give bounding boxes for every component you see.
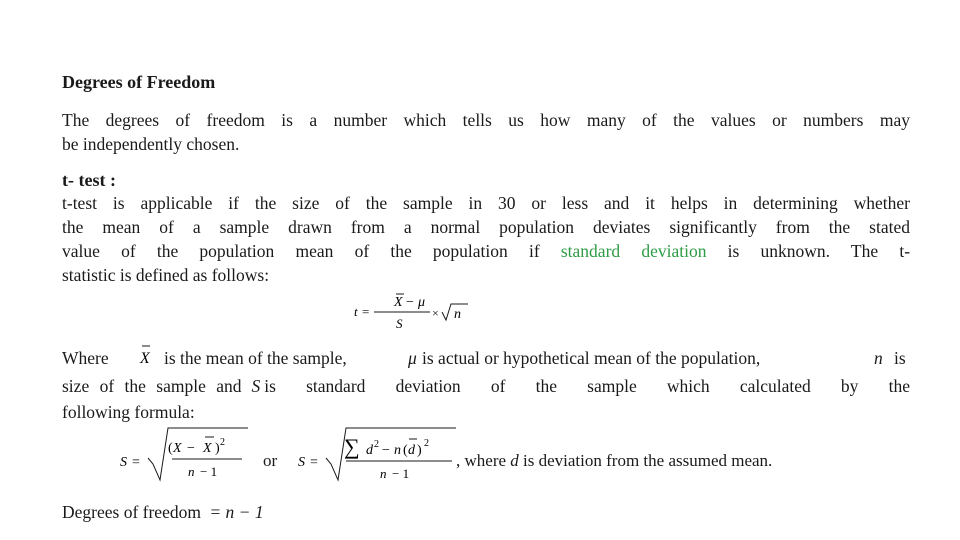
s-formula-1 [118,424,258,486]
svg-text:n: n [454,307,461,322]
where-text: Where [62,348,109,368]
ttest-paragraph [62,191,910,287]
svg-text:=: = [132,455,140,470]
svg-text:S: S [120,455,127,470]
s-formula-2 [296,424,464,486]
mu-symbol: μ [408,348,417,368]
where-line-1 [62,348,910,372]
svg-text:2: 2 [374,439,379,450]
svg-text:2: 2 [220,437,225,448]
d-symbol: d [510,451,519,470]
svg-text:=: = [310,455,318,470]
svg-text:n: n [380,466,387,481]
s-symbol: S [251,376,261,396]
svg-text:− 1: − 1 [200,464,218,479]
svg-text:=: = [362,304,370,319]
svg-text:(: ( [403,443,408,458]
ttest-line: the mean of a sample drawn from a normal population deviates significantly from the stated [62,217,910,237]
svg-text:×: × [432,306,439,320]
dof-line [62,502,264,523]
where-text: is the mean of the sample, [164,348,347,368]
where-text: size of the sample and [62,376,242,396]
ttest-line: statistic is defined as follows: [62,265,270,285]
svg-text:S: S [298,455,305,470]
svg-text:X: X [140,350,150,367]
svg-text:d: d [366,443,373,458]
where-text: is standard deviation of the sample which calculated by the [264,376,910,396]
svg-text:2: 2 [424,438,429,449]
definition-line: The degrees of freedom is a number which tells us how many of the values or numbers may [62,110,910,130]
svg-text:X: X [394,295,403,310]
svg-text:− 1: − 1 [392,466,410,481]
svg-text:n: n [394,443,401,458]
formula-note [456,451,772,471]
svg-text:∑: ∑ [344,434,360,459]
standard-deviation-link[interactable]: standard deviation [560,241,707,261]
t-statistic-formula [350,284,480,334]
where-text: is [894,348,906,368]
svg-text:): ) [215,441,220,456]
or-text: or [263,451,278,470]
where-text: is actual or hypothetical mean of the population, [422,348,761,368]
formula-note-text: , where [456,451,507,470]
svg-text:t: t [354,304,358,319]
page-title: Degrees of Freedom [62,72,216,92]
x-bar-symbol [136,342,156,372]
n-symbol: n [874,348,883,368]
dof-formula: = n − 1 [209,502,264,522]
ttest-line-text: is unknown. The t- [727,241,911,261]
svg-text:(: ( [168,441,173,456]
definition-line: be independently chosen. [62,134,240,154]
svg-text:d: d [408,443,415,458]
svg-text:−: − [187,441,195,456]
svg-text:): ) [417,443,422,458]
where-line-2 [62,376,910,397]
ttest-line [62,239,910,263]
svg-text:−: − [382,443,390,458]
formula-note-text: is deviation from the assumed mean. [523,451,773,470]
svg-text:X: X [173,441,182,456]
svg-text:−: − [406,295,414,310]
svg-text:X: X [203,441,212,456]
definition-paragraph [62,108,910,156]
svg-text:S: S [396,316,403,331]
svg-text:n: n [188,464,195,479]
where-line-3: following formula: [62,402,195,422]
ttest-heading: t- test : [62,170,116,190]
svg-text:μ: μ [418,295,426,310]
dof-label: Degrees of freedom [62,502,201,522]
ttest-line-text: value of the population mean of the population if [62,241,540,261]
ttest-line: t-test is applicable if the size of the sample in 30 or less and it helps in determining whether [62,193,910,213]
